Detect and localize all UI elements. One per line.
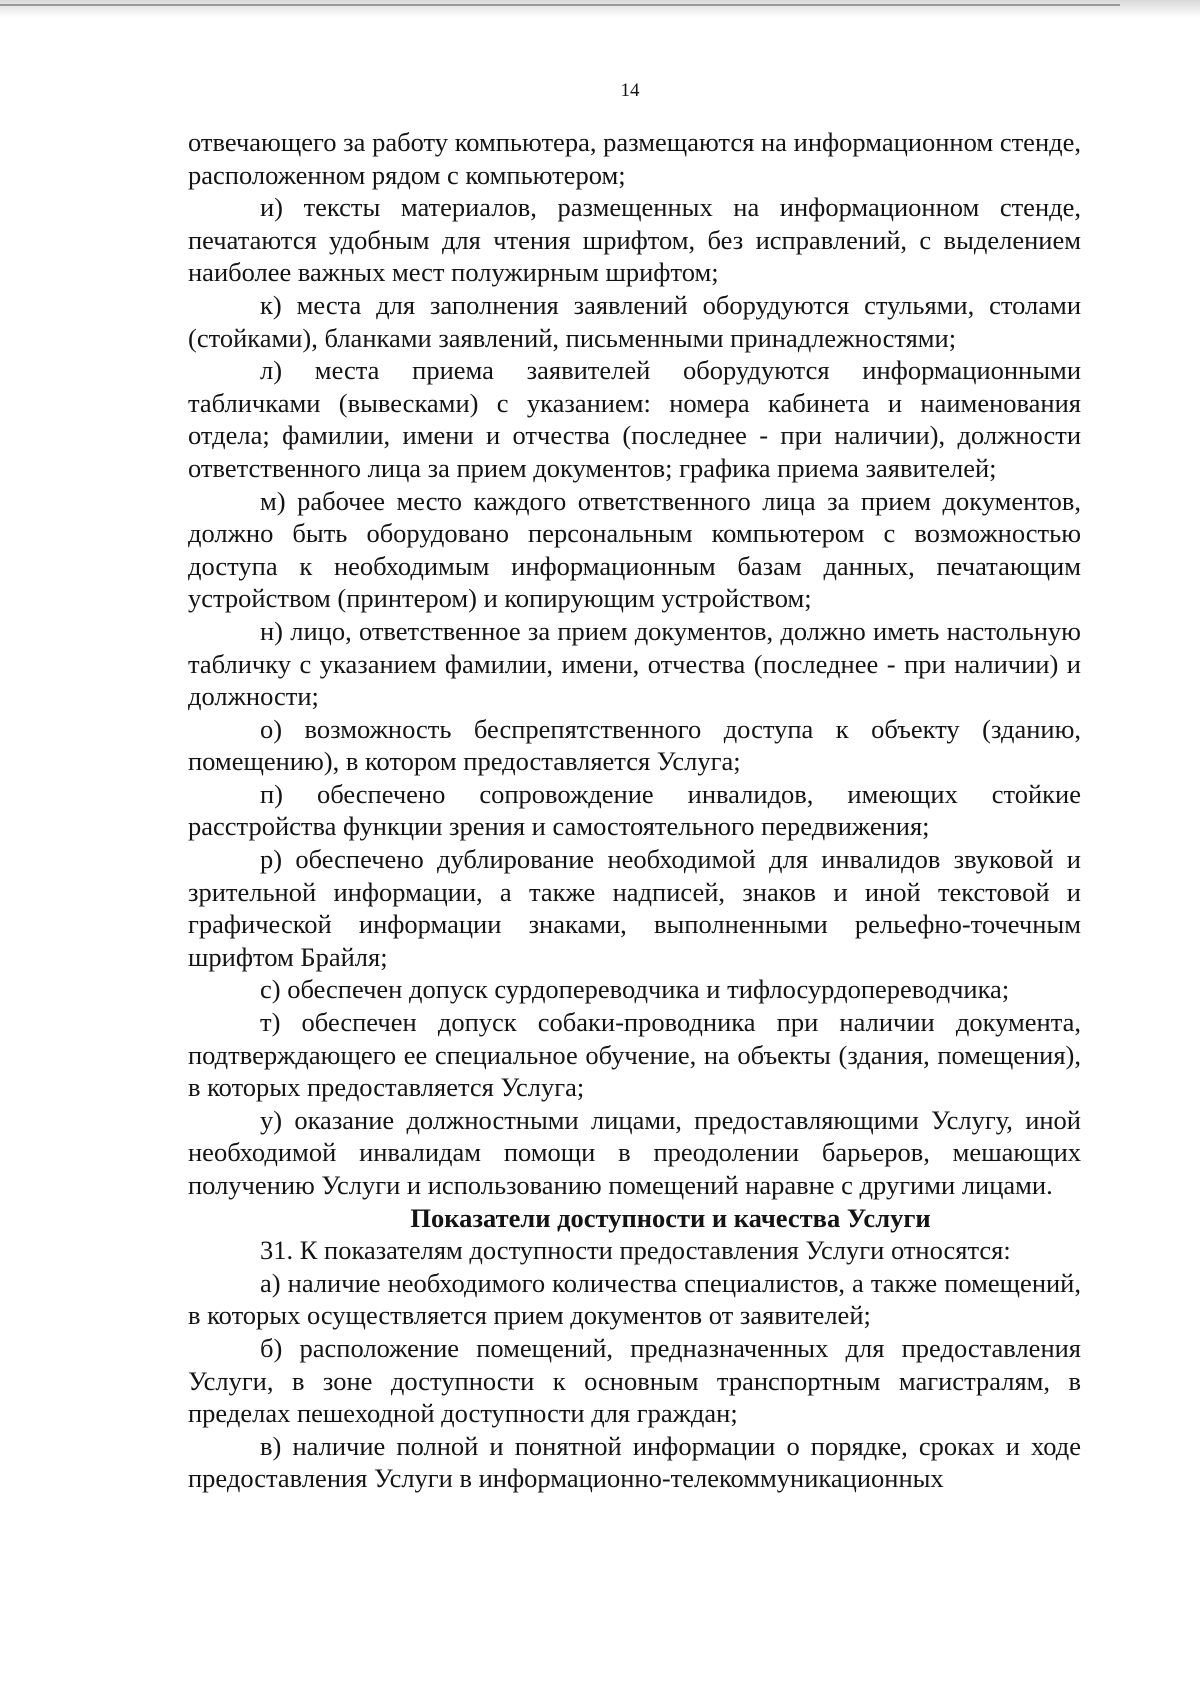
- list-item-l: л) места приема заявителей оборудуются информационными табличками (вывесками) с указанием: номера кабинета и наименования отдела; фамилии, имени и отчества (последнее - при наличии), должности ответственного лица за прием документов; графика приема заявителей;: [188, 355, 1081, 483]
- list-item-p: п) обеспечено сопровождение инвалидов, имеющих стойкие расстройства функции зрения и самостоятельного передвижения;: [188, 778, 1081, 842]
- list-item-n: н) лицо, ответственное за прием документов, должно иметь настольную табличку с указанием фамилии, имени, отчества (последнее - при наличии) и должности;: [188, 615, 1081, 712]
- list-item-o: о) возможность беспрепятственного доступа к объекту (зданию, помещению), в котором предоставляется Услуга;: [188, 713, 1081, 777]
- list-item-r: р) обеспечено дублирование необходимой для инвалидов звуковой и зрительной информации, а также надписей, знаков и иной текстовой и графической информации знаками, выполненными рельефно-точечным шрифтом Брайля;: [188, 844, 1081, 972]
- paragraph-continuation: отвечающего за работу компьютера, размещаются на информационном стенде, расположенном рядом с компьютером;: [188, 127, 1081, 190]
- list-item-t: т) обеспечен допуск собаки-проводника при наличии документа, подтверждающего ее специальное обучение, на объекты (здания, помещения), в которых предоставляется Услуга;: [188, 1007, 1081, 1103]
- page-number: 14: [620, 80, 640, 101]
- clause-31: 31. К показателям доступности предоставления Услуги относятся:: [260, 1235, 1011, 1266]
- list-item-k: к) места для заполнения заявлений оборудуются стульями, столами (стойками), бланками заявлений, письменными принадлежностями;: [188, 289, 1081, 353]
- document-body: [188, 126, 1081, 1495]
- list-item-u: у) оказание должностными лицами, предоставляющими Услугу, иной необходимой инвалидам помощи в преодолении барьеров, мешающих получению Услуги и использованию помещений наравне с другими лицами.: [188, 1104, 1081, 1200]
- list-item-m: м) рабочее место каждого ответственного лица за прием документов, должно быть оборудовано персональным компьютером с возможностью доступа к необходимым информационным базам данных, печатающим устройством (принтером) и копирующим устройством;: [188, 485, 1081, 614]
- scan-top-line: [0, 4, 1120, 6]
- section-heading: Показатели доступности и качества Услуги: [410, 1202, 931, 1233]
- list-item-b: б) расположение помещений, предназначенных для предоставления Услуги, в зоне доступности к основным транспортным магистралям, в пределах пешеходной доступности для граждан;: [188, 1332, 1081, 1429]
- scan-edge-shadow: [0, 0, 1200, 18]
- list-item-i: и) тексты материалов, размещенных на информационном стенде, печатаются удобным для чтения шрифтом, без исправлений, с выделением наиболее важных мест полужирным шрифтом;: [188, 192, 1081, 288]
- list-item-a: а) наличие необходимого количества специалистов, а также помещений, в которых осуществляется прием документов от заявителей;: [188, 1267, 1081, 1331]
- list-item-s: с) обеспечен допуск сурдопереводчика и тифлосурдопереводчика;: [260, 974, 1010, 1005]
- list-item-v: в) наличие полной и понятной информации о порядке, сроках и ходе предоставления Услуги в информационно-телекоммуникационных: [188, 1430, 1081, 1494]
